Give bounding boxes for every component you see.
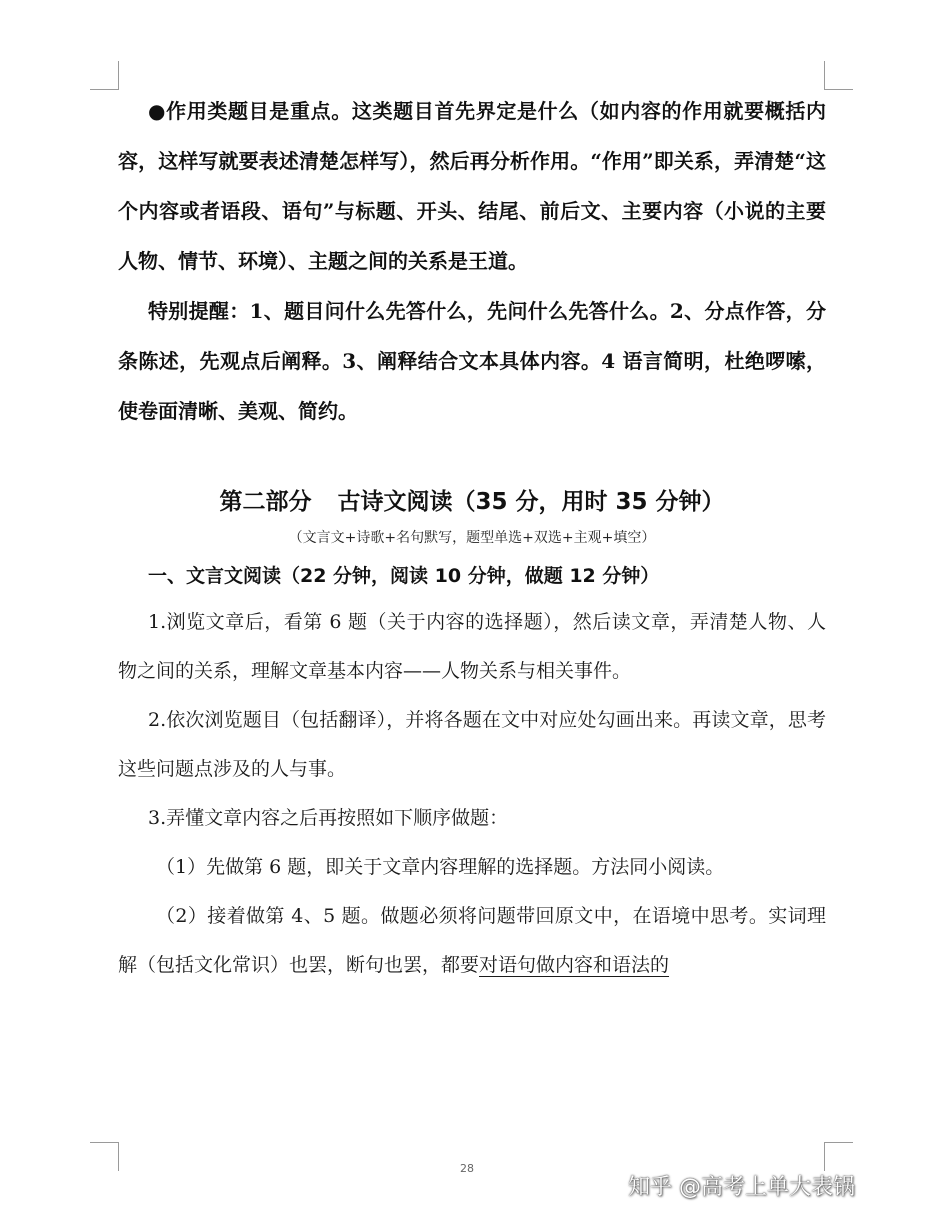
step-3: 3.弄懂文章内容之后再按照如下顺序做题： <box>148 807 509 829</box>
step-3-2-text: （2）接着做第 4、5 题。做题必须将问题带回原文中，在语境中思考。实词理解（包括文化常识）也罢，断句也罢，都要 <box>118 905 826 976</box>
section-title <box>118 482 826 522</box>
page-content <box>118 86 826 990</box>
step-3-2 <box>118 892 826 990</box>
section-subtitle: （文言文+诗歌+名句默写，题型单选+双选+主观+填空） <box>288 530 656 546</box>
sub-heading-classical-chinese: 一、文言文阅读（22 分钟，阅读 10 分钟，做题 12 分钟） <box>148 565 660 587</box>
crop-mark-top-right <box>824 61 853 90</box>
steps-list <box>118 598 826 990</box>
underlined-phrase: 对语句做内容和语法的 <box>479 954 670 976</box>
paragraph-special-reminder: 特别提醒：1、题目问什么先答什么，先问什么先答什么。2、分点作答，分条陈述，先观点后阐释。3、阐释结合文本具体内容。4 语言简明，杜绝啰嗦，使卷面清晰、美观、简约。 <box>118 299 826 423</box>
crop-mark-top-left <box>90 61 119 90</box>
step-3-1: （1）先做第 6 题，即关于文章内容理解的选择题。方法同小阅读。 <box>156 856 725 878</box>
step-2: 2.依次浏览题目（包括翻译），并将各题在文中对应处勾画出来。再读文章，思考这些问题点涉及的人与事。 <box>118 709 826 780</box>
paragraph-function-questions: ●作用类题目是重点。这类题目首先界定是什么（如内容的作用就要概括内容，这样写就要表述清楚怎样写），然后再分析作用。“作用”即关系，弄清楚“这个内容或者语段、语句”与标题、开头、结尾、前后文、主要内容（小说的主要人物、情节、环境）、主题之间的关系是王道。 <box>118 99 826 273</box>
watermark: 知乎 @高考上单大表锅 <box>628 1175 855 1200</box>
page-number: 28 <box>460 1162 474 1175</box>
section-title-name: 古诗文阅读（35 分，用时 35 分钟） <box>337 489 725 515</box>
section-title-part: 第二部分 <box>219 489 312 515</box>
step-1: 1.浏览文章后，看第 6 题（关于内容的选择题），然后读文章，弄清楚人物、人物之间的关系，理解文章基本内容——人物关系与相关事件。 <box>118 611 826 682</box>
